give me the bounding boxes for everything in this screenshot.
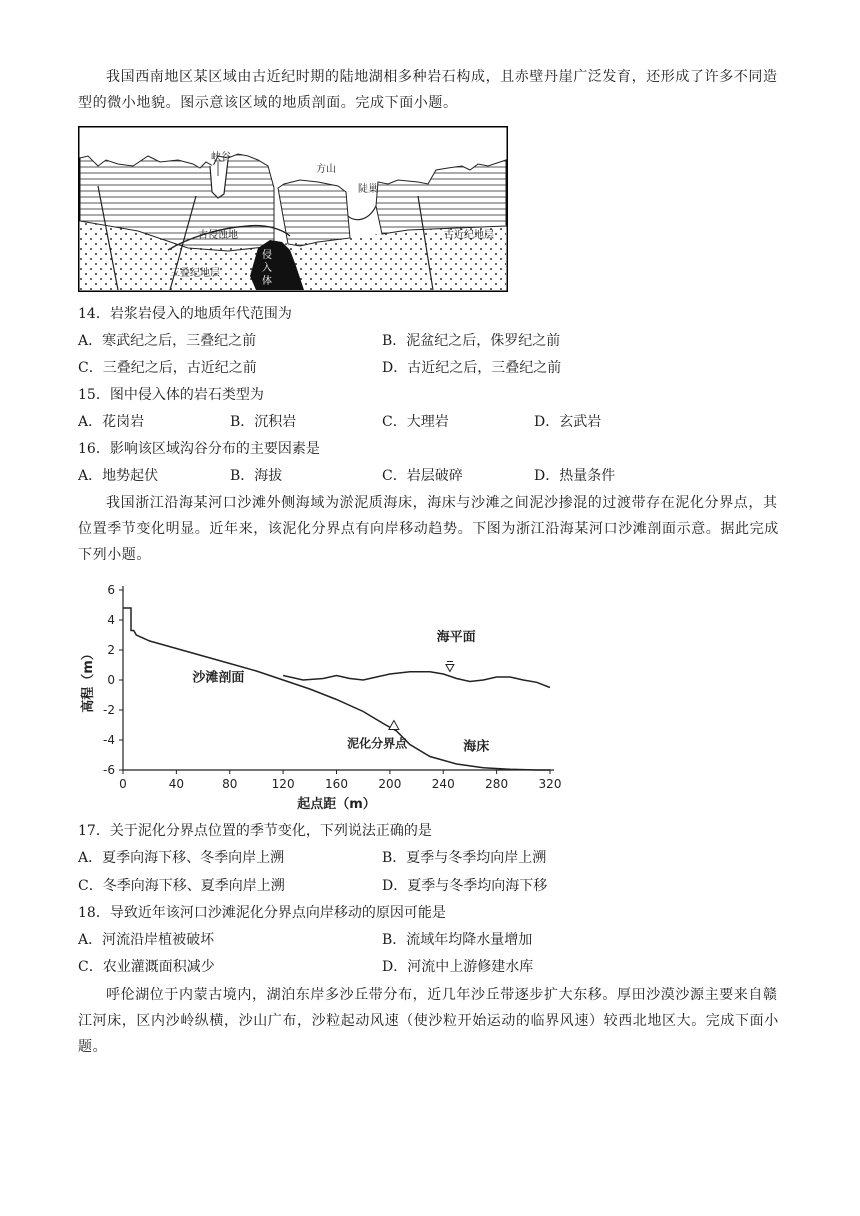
label-niche: 陡巢 [358,184,378,195]
y-tick-label: 4 [107,613,115,627]
question-18: 18．导致近年该河口沙滩泥化分界点向岸移动的原因可能是 [78,905,446,921]
label-intrusion-3: 体 [262,276,272,287]
x-tick-label: 40 [168,777,185,791]
y-tick-label: -6 [103,763,115,777]
x-tick-label: 320 [538,777,562,791]
y-axis-label: 高程（m） [81,647,96,713]
q16-option-c[interactable]: C．岩层破碎 [382,468,463,484]
beach-profile-chart [78,578,578,818]
label-intrusion-1: 侵 [262,250,272,261]
q18-option-d[interactable]: D．河流中上游修建水库 [382,959,534,975]
x-tick-label: 240 [431,777,455,791]
q15-option-b[interactable]: B．沉积岩 [230,414,297,430]
q14-option-d[interactable]: D．古近纪之后，三叠纪之前 [382,360,562,376]
q17-option-b[interactable]: B．夏季与冬季均向岸上溯 [382,850,547,866]
x-tick-label: 200 [378,777,402,791]
boundary-point-marker [389,721,399,730]
sea-level-marker [446,665,454,672]
label-canyon: 峡谷 [211,152,231,163]
q17-option-a[interactable]: A．夏季向海下移、冬季向岸上溯 [78,850,285,866]
label-mesa: 方山 [316,164,336,175]
q14-option-b[interactable]: B．泥盆纪之后，侏罗纪之前 [382,333,561,349]
q16-option-d[interactable]: D．热量条件 [534,468,616,484]
sea-level-line [283,672,550,688]
mesa-block [278,180,350,246]
beach-profile-svg [78,578,578,818]
q18-option-b[interactable]: B．流域年均降水量增加 [382,932,533,948]
annotation-sea-level: 海平面 [436,630,476,645]
question-17: 17．关于泥化分界点位置的季节变化，下列说法正确的是 [78,823,432,839]
x-axis-label: 起点距（m） [297,797,376,812]
q14-option-a[interactable]: A．寒武纪之后，三叠纪之前 [78,333,257,349]
x-tick-label: 0 [119,777,127,791]
x-tick-label: 280 [485,777,509,791]
q17-option-c[interactable]: C．冬季向海下移、夏季向岸上溯 [78,878,285,894]
x-tick-label: 80 [222,777,238,791]
q17-option-d[interactable]: D．夏季与冬季均向海下移 [382,878,548,894]
annotation-beach-profile: 沙滩剖面 [192,670,245,686]
y-tick-label: -2 [103,703,115,717]
passage-1: 我国西南地区某区域由古近纪时期的陆地湖相多种岩石构成，且赤壁丹崖广泛发育，还形成了许多不同造型的微小地貌。图示意该区域的地质剖面。完成下面小题。 [78,69,778,111]
x-tick-label: 160 [325,777,348,791]
question-15: 15．图中侵入体的岩石类型为 [78,387,264,403]
passage-3: 呼伦湖位于内蒙古境内，湖泊东岸多沙丘带分布，近几年沙丘带逐步扩大东移。厚田沙漠沙源主要来自赣江河床，区内沙岭纵横，沙山广布，沙粒起动风速（使沙粒开始运动的临界风速）较西北地区大。完成下面小题。 [78,987,779,1055]
q15-option-d[interactable]: D．玄武岩 [534,414,602,430]
q15-option-a[interactable]: A．花岗岩 [78,414,145,430]
q14-option-c[interactable]: C．三叠纪之后，古近纪之前 [78,360,257,376]
y-tick-label: 0 [107,673,115,687]
geologic-section-figure [78,126,508,292]
label-triassic: 三叠纪地层 [170,268,220,279]
label-paleogene: 古近纪地层 [444,230,494,241]
y-tick-label: 2 [107,643,115,657]
passage-2: 我国浙江沿海某河口沙滩外侧海域为淤泥质海床，海床与沙滩之间泥沙掺混的过渡带存在泥化分界点，其位置季节变化明显。近年来，该泥化分界点有向岸移动趋势。下图为浙江沿海某河口沙滩剖面示意。据此完成下列小题。 [78,495,779,563]
q15-option-c[interactable]: C．大理岩 [382,414,449,430]
q18-option-c[interactable]: C．农业灌溉面积减少 [78,959,215,975]
question-14: 14．岩浆岩侵入的地质年代范围为 [78,306,292,322]
q16-option-b[interactable]: B．海拔 [230,468,283,484]
y-tick-label: -4 [103,733,115,747]
y-tick-label: 6 [107,583,115,597]
annotation-boundary-point: 泥化分界点 [347,736,408,751]
q18-option-a[interactable]: A．河流沿岸植被破坏 [78,932,215,948]
question-16: 16．影响该区域沟谷分布的主要因素是 [78,441,320,457]
label-ancient-erosion: 古侵蚀地 [198,230,238,241]
x-tick-label: 120 [271,777,295,791]
q16-option-a[interactable]: A．地势起伏 [78,468,159,484]
annotation-seabed: 海床 [463,739,490,755]
label-intrusion-2: 入 [262,263,272,274]
